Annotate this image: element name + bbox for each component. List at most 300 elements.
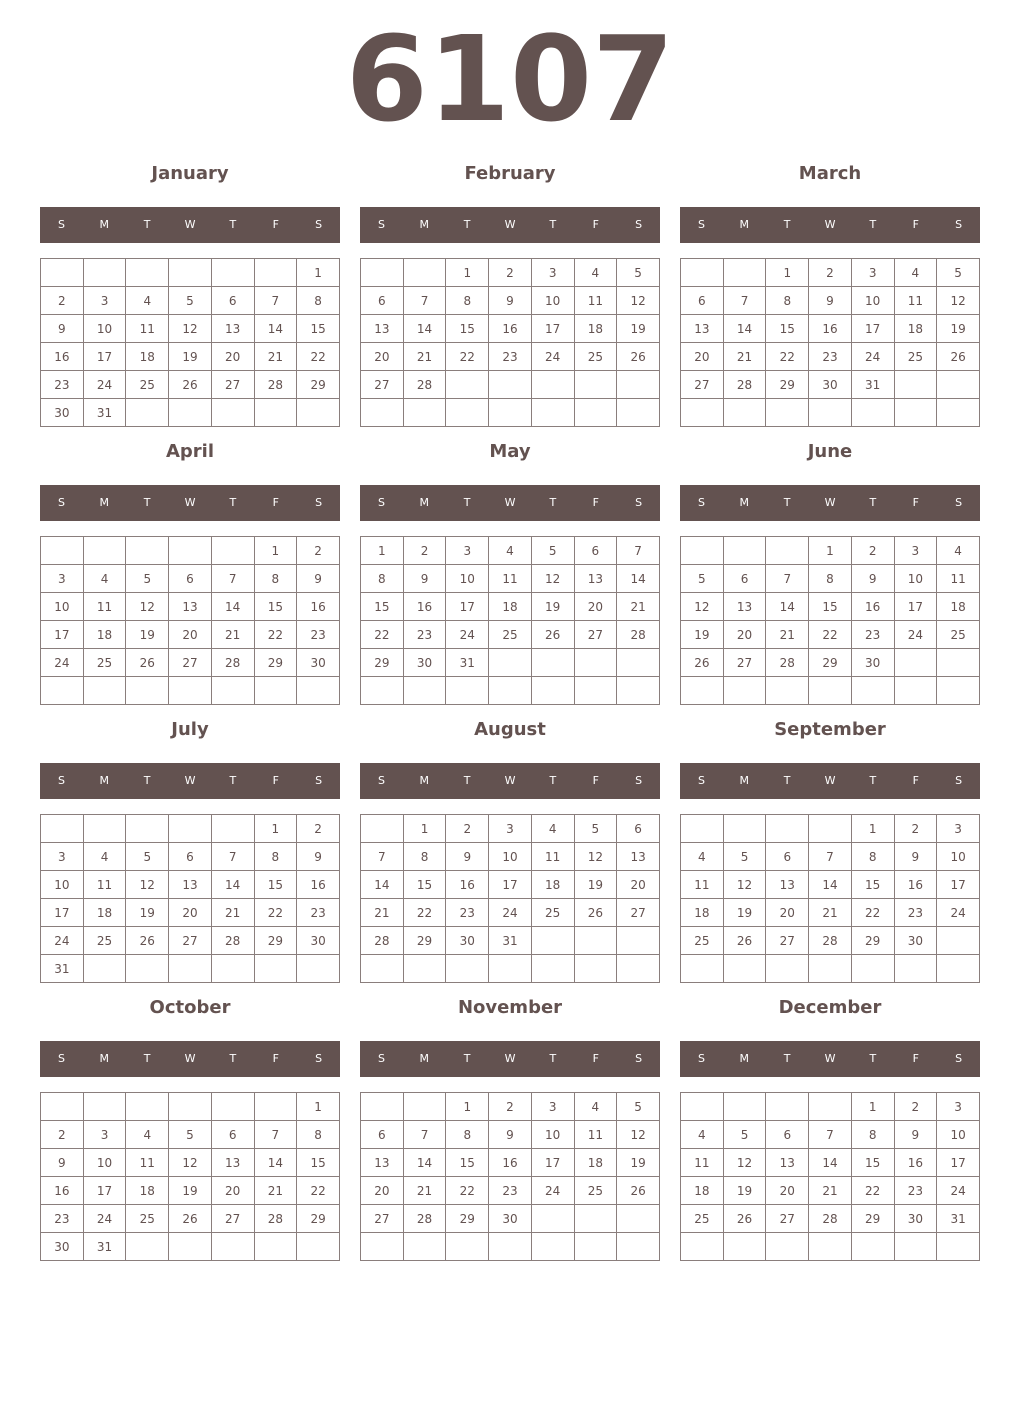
weekday-label: F xyxy=(272,218,279,231)
day-cell: 30 xyxy=(41,399,84,427)
day-cell: 11 xyxy=(937,565,980,593)
day-cell: 15 xyxy=(809,593,852,621)
day-cell: 27 xyxy=(169,649,212,677)
week-row xyxy=(41,621,340,649)
empty-cell xyxy=(723,1093,766,1121)
week-row xyxy=(41,1205,340,1233)
day-cell: 26 xyxy=(126,927,169,955)
day-cell: 25 xyxy=(574,1177,617,1205)
day-cell: 7 xyxy=(723,287,766,315)
empty-cell xyxy=(681,399,724,427)
day-grid xyxy=(40,536,340,705)
day-cell: 11 xyxy=(681,871,724,899)
day-cell: 20 xyxy=(169,621,212,649)
day-cell: 16 xyxy=(446,871,489,899)
empty-cell xyxy=(403,677,446,705)
empty-cell xyxy=(894,1233,937,1261)
empty-cell xyxy=(894,955,937,983)
day-cell: 21 xyxy=(723,343,766,371)
day-cell: 16 xyxy=(297,871,340,899)
empty-cell xyxy=(574,927,617,955)
day-cell: 23 xyxy=(894,1177,937,1205)
day-cell: 29 xyxy=(297,1205,340,1233)
week-row xyxy=(681,565,980,593)
empty-cell xyxy=(766,815,809,843)
day-cell: 16 xyxy=(489,315,532,343)
day-cell: 5 xyxy=(126,565,169,593)
day-cell: 5 xyxy=(723,843,766,871)
day-cell: 10 xyxy=(83,315,126,343)
empty-cell xyxy=(126,677,169,705)
weekday-label: S xyxy=(315,218,323,231)
day-cell: 30 xyxy=(851,649,894,677)
day-cell: 30 xyxy=(894,927,937,955)
weekday-label: W xyxy=(824,218,836,231)
day-cell: 12 xyxy=(126,871,169,899)
day-cell: 25 xyxy=(681,1205,724,1233)
empty-cell xyxy=(126,537,169,565)
day-cell: 10 xyxy=(851,287,894,315)
week-row xyxy=(41,955,340,983)
weekday-label: W xyxy=(824,774,836,787)
day-cell: 14 xyxy=(809,871,852,899)
day-cell: 14 xyxy=(809,1149,852,1177)
day-cell: 18 xyxy=(489,593,532,621)
empty-cell xyxy=(574,399,617,427)
day-cell: 15 xyxy=(446,315,489,343)
weekday-label: W xyxy=(184,496,196,509)
day-cell: 1 xyxy=(361,537,404,565)
day-cell: 16 xyxy=(41,343,84,371)
day-cell: 7 xyxy=(254,287,297,315)
weekday-header xyxy=(360,485,660,521)
day-cell: 2 xyxy=(851,537,894,565)
weekday-label: M xyxy=(739,218,750,231)
weekday-label: S xyxy=(635,218,643,231)
day-cell: 9 xyxy=(489,287,532,315)
day-cell: 4 xyxy=(894,259,937,287)
week-row xyxy=(361,899,660,927)
weekday-label: M xyxy=(419,218,430,231)
empty-cell xyxy=(126,955,169,983)
day-cell: 4 xyxy=(574,259,617,287)
day-cell: 4 xyxy=(574,1093,617,1121)
day-cell: 27 xyxy=(766,927,809,955)
weekday-label: M xyxy=(99,496,110,509)
day-cell: 7 xyxy=(403,1121,446,1149)
day-cell: 10 xyxy=(41,871,84,899)
weekday-label: M xyxy=(739,1052,750,1065)
week-row xyxy=(41,565,340,593)
day-cell: 14 xyxy=(211,871,254,899)
day-cell: 25 xyxy=(83,927,126,955)
day-cell: 31 xyxy=(937,1205,980,1233)
day-cell: 9 xyxy=(41,315,84,343)
day-cell: 7 xyxy=(211,843,254,871)
day-cell: 14 xyxy=(617,565,660,593)
empty-cell xyxy=(446,399,489,427)
day-cell: 5 xyxy=(723,1121,766,1149)
weekday-label: S xyxy=(955,496,963,509)
day-cell: 11 xyxy=(126,1149,169,1177)
day-cell: 1 xyxy=(403,815,446,843)
weekday-label: S xyxy=(57,218,65,231)
day-cell: 9 xyxy=(894,843,937,871)
day-cell: 14 xyxy=(403,1149,446,1177)
empty-cell xyxy=(894,399,937,427)
day-cell: 20 xyxy=(723,621,766,649)
empty-cell xyxy=(361,955,404,983)
empty-cell xyxy=(83,259,126,287)
empty-cell xyxy=(489,677,532,705)
day-cell: 6 xyxy=(766,1121,809,1149)
day-cell: 10 xyxy=(446,565,489,593)
day-cell: 20 xyxy=(766,1177,809,1205)
day-cell: 13 xyxy=(169,871,212,899)
empty-cell xyxy=(809,399,852,427)
day-cell: 30 xyxy=(809,371,852,399)
day-cell: 19 xyxy=(617,1149,660,1177)
day-cell: 22 xyxy=(851,899,894,927)
day-cell: 18 xyxy=(894,315,937,343)
day-cell: 8 xyxy=(446,287,489,315)
day-cell: 3 xyxy=(446,537,489,565)
day-cell: 23 xyxy=(894,899,937,927)
weekday-label: F xyxy=(912,496,919,509)
empty-cell xyxy=(169,259,212,287)
weekday-label: W xyxy=(824,496,836,509)
day-cell: 24 xyxy=(894,621,937,649)
week-row xyxy=(41,927,340,955)
weekday-header xyxy=(680,1041,980,1077)
empty-cell xyxy=(211,259,254,287)
day-cell: 2 xyxy=(809,259,852,287)
year-title: 6107 xyxy=(345,10,675,148)
weekday-label: F xyxy=(912,218,919,231)
empty-cell xyxy=(169,399,212,427)
empty-cell xyxy=(723,677,766,705)
empty-cell xyxy=(41,537,84,565)
empty-cell xyxy=(403,955,446,983)
day-cell: 4 xyxy=(681,843,724,871)
day-cell: 1 xyxy=(254,537,297,565)
day-cell: 5 xyxy=(126,843,169,871)
empty-cell xyxy=(169,1093,212,1121)
empty-cell xyxy=(211,815,254,843)
day-cell: 25 xyxy=(681,927,724,955)
day-cell: 22 xyxy=(446,1177,489,1205)
day-cell: 7 xyxy=(809,1121,852,1149)
day-cell: 8 xyxy=(851,1121,894,1149)
day-cell: 17 xyxy=(937,1149,980,1177)
week-row xyxy=(681,399,980,427)
day-cell: 12 xyxy=(617,287,660,315)
day-cell: 21 xyxy=(403,343,446,371)
weekday-label: T xyxy=(143,1052,151,1065)
day-cell: 11 xyxy=(489,565,532,593)
day-cell: 2 xyxy=(489,1093,532,1121)
empty-cell xyxy=(531,649,574,677)
weekday-label: F xyxy=(272,1052,279,1065)
day-cell: 28 xyxy=(403,371,446,399)
day-cell: 25 xyxy=(937,621,980,649)
week-row xyxy=(41,649,340,677)
month-name: October xyxy=(149,997,231,1018)
day-cell: 21 xyxy=(403,1177,446,1205)
day-cell: 24 xyxy=(41,927,84,955)
day-cell: 30 xyxy=(446,927,489,955)
day-cell: 1 xyxy=(446,259,489,287)
weekday-label: S xyxy=(635,774,643,787)
day-cell: 31 xyxy=(83,399,126,427)
day-cell: 6 xyxy=(211,287,254,315)
day-cell: 9 xyxy=(809,287,852,315)
day-cell: 14 xyxy=(211,593,254,621)
empty-cell xyxy=(766,537,809,565)
empty-cell xyxy=(126,1093,169,1121)
day-cell: 25 xyxy=(489,621,532,649)
day-cell: 18 xyxy=(574,315,617,343)
day-cell: 5 xyxy=(574,815,617,843)
day-cell: 22 xyxy=(297,343,340,371)
day-cell: 20 xyxy=(361,343,404,371)
day-grid xyxy=(360,536,660,705)
weekday-label: F xyxy=(592,1052,599,1065)
day-cell: 28 xyxy=(403,1205,446,1233)
week-row xyxy=(361,565,660,593)
weekday-label: F xyxy=(272,774,279,787)
day-cell: 4 xyxy=(126,1121,169,1149)
day-cell: 21 xyxy=(211,621,254,649)
day-cell: 5 xyxy=(617,259,660,287)
month-name: November xyxy=(457,997,563,1018)
weekday-label: F xyxy=(592,774,599,787)
day-cell: 8 xyxy=(297,1121,340,1149)
day-cell: 29 xyxy=(851,1205,894,1233)
day-cell: 31 xyxy=(41,955,84,983)
day-cell: 15 xyxy=(446,1149,489,1177)
empty-cell xyxy=(937,927,980,955)
month-name: April xyxy=(165,441,215,462)
day-cell: 20 xyxy=(681,343,724,371)
empty-cell xyxy=(894,371,937,399)
day-cell: 9 xyxy=(403,565,446,593)
empty-cell xyxy=(41,259,84,287)
weekday-label: M xyxy=(739,496,750,509)
empty-cell xyxy=(83,1093,126,1121)
day-cell: 17 xyxy=(489,871,532,899)
month-name: December xyxy=(778,997,882,1018)
empty-cell xyxy=(361,815,404,843)
day-cell: 5 xyxy=(169,287,212,315)
weekday-label: S xyxy=(315,496,323,509)
weekday-label: S xyxy=(57,496,65,509)
day-cell: 26 xyxy=(574,899,617,927)
day-cell: 12 xyxy=(574,843,617,871)
day-cell: 24 xyxy=(83,371,126,399)
empty-cell xyxy=(254,399,297,427)
empty-cell xyxy=(254,955,297,983)
weekday-label: W xyxy=(504,218,516,231)
empty-cell xyxy=(851,399,894,427)
day-cell: 29 xyxy=(297,371,340,399)
day-cell: 2 xyxy=(41,287,84,315)
day-cell: 7 xyxy=(766,565,809,593)
day-cell: 27 xyxy=(681,371,724,399)
week-row xyxy=(681,899,980,927)
week-row xyxy=(41,371,340,399)
empty-cell xyxy=(723,955,766,983)
day-cell: 9 xyxy=(297,565,340,593)
day-cell: 19 xyxy=(723,1177,766,1205)
day-cell: 22 xyxy=(766,343,809,371)
week-row xyxy=(361,1233,660,1261)
day-cell: 18 xyxy=(937,593,980,621)
day-cell: 1 xyxy=(254,815,297,843)
week-row xyxy=(681,621,980,649)
empty-cell xyxy=(254,677,297,705)
empty-cell xyxy=(361,259,404,287)
week-row xyxy=(681,593,980,621)
week-row xyxy=(681,371,980,399)
weekday-label: T xyxy=(549,1052,557,1065)
weekday-header xyxy=(360,1041,660,1077)
weekday-header xyxy=(680,207,980,243)
day-cell: 30 xyxy=(41,1233,84,1261)
weekday-label: T xyxy=(229,1052,237,1065)
empty-cell xyxy=(489,1233,532,1261)
weekday-label: T xyxy=(143,218,151,231)
day-cell: 6 xyxy=(169,565,212,593)
week-row xyxy=(681,315,980,343)
week-row xyxy=(41,899,340,927)
empty-cell xyxy=(851,955,894,983)
day-cell: 30 xyxy=(297,927,340,955)
day-cell: 28 xyxy=(211,649,254,677)
day-cell: 19 xyxy=(531,593,574,621)
day-cell: 22 xyxy=(254,621,297,649)
week-row xyxy=(361,1093,660,1121)
day-cell: 16 xyxy=(41,1177,84,1205)
day-cell: 10 xyxy=(41,593,84,621)
day-cell: 1 xyxy=(809,537,852,565)
day-cell: 13 xyxy=(361,1149,404,1177)
day-cell: 15 xyxy=(851,1149,894,1177)
day-cell: 11 xyxy=(83,871,126,899)
empty-cell xyxy=(83,955,126,983)
weekday-label: T xyxy=(869,218,877,231)
day-cell: 30 xyxy=(894,1205,937,1233)
day-cell: 9 xyxy=(297,843,340,871)
weekday-label: S xyxy=(315,1052,323,1065)
empty-cell xyxy=(254,1093,297,1121)
day-cell: 27 xyxy=(723,649,766,677)
empty-cell xyxy=(41,677,84,705)
day-cell: 23 xyxy=(297,899,340,927)
day-cell: 17 xyxy=(41,899,84,927)
month-name: May xyxy=(489,441,531,462)
week-row xyxy=(361,955,660,983)
week-row xyxy=(681,1233,980,1261)
day-cell: 14 xyxy=(723,315,766,343)
weekday-header xyxy=(680,763,980,799)
empty-cell xyxy=(403,1233,446,1261)
day-grid xyxy=(680,258,980,427)
week-row xyxy=(361,677,660,705)
day-cell: 13 xyxy=(211,1149,254,1177)
week-row xyxy=(681,927,980,955)
day-cell: 22 xyxy=(446,343,489,371)
day-cell: 31 xyxy=(851,371,894,399)
week-row xyxy=(361,1177,660,1205)
weekday-label: T xyxy=(869,496,877,509)
empty-cell xyxy=(617,927,660,955)
day-cell: 18 xyxy=(126,1177,169,1205)
empty-cell xyxy=(169,1233,212,1261)
empty-cell xyxy=(361,677,404,705)
day-cell: 2 xyxy=(403,537,446,565)
weekday-label: S xyxy=(57,1052,65,1065)
empty-cell xyxy=(766,399,809,427)
day-cell: 12 xyxy=(723,1149,766,1177)
day-cell: 29 xyxy=(403,927,446,955)
day-cell: 23 xyxy=(41,1205,84,1233)
day-cell: 13 xyxy=(169,593,212,621)
month-name: August xyxy=(474,719,546,740)
empty-cell xyxy=(297,399,340,427)
empty-cell xyxy=(297,677,340,705)
week-row xyxy=(361,593,660,621)
day-cell: 27 xyxy=(211,371,254,399)
day-cell: 2 xyxy=(41,1121,84,1149)
day-grid xyxy=(680,814,980,983)
day-cell: 1 xyxy=(851,815,894,843)
day-cell: 3 xyxy=(937,1093,980,1121)
day-cell: 7 xyxy=(361,843,404,871)
day-cell: 14 xyxy=(254,1149,297,1177)
empty-cell xyxy=(531,955,574,983)
day-cell: 24 xyxy=(851,343,894,371)
empty-cell xyxy=(574,1205,617,1233)
weekday-label: S xyxy=(955,1052,963,1065)
day-cell: 26 xyxy=(531,621,574,649)
day-cell: 7 xyxy=(254,1121,297,1149)
empty-cell xyxy=(617,677,660,705)
empty-cell xyxy=(851,677,894,705)
empty-cell xyxy=(83,815,126,843)
day-cell: 19 xyxy=(169,343,212,371)
day-cell: 21 xyxy=(211,899,254,927)
weekday-label: W xyxy=(504,1052,516,1065)
weekday-label: M xyxy=(99,774,110,787)
day-cell: 13 xyxy=(723,593,766,621)
weekday-label: S xyxy=(697,218,705,231)
empty-cell xyxy=(937,371,980,399)
day-cell: 31 xyxy=(446,649,489,677)
day-cell: 20 xyxy=(361,1177,404,1205)
day-cell: 16 xyxy=(297,593,340,621)
empty-cell xyxy=(361,1233,404,1261)
week-row xyxy=(41,1177,340,1205)
empty-cell xyxy=(126,1233,169,1261)
empty-cell xyxy=(403,1093,446,1121)
day-cell: 29 xyxy=(446,1205,489,1233)
empty-cell xyxy=(681,815,724,843)
day-cell: 2 xyxy=(446,815,489,843)
empty-cell xyxy=(681,1093,724,1121)
weekday-label: M xyxy=(419,496,430,509)
empty-cell xyxy=(617,955,660,983)
